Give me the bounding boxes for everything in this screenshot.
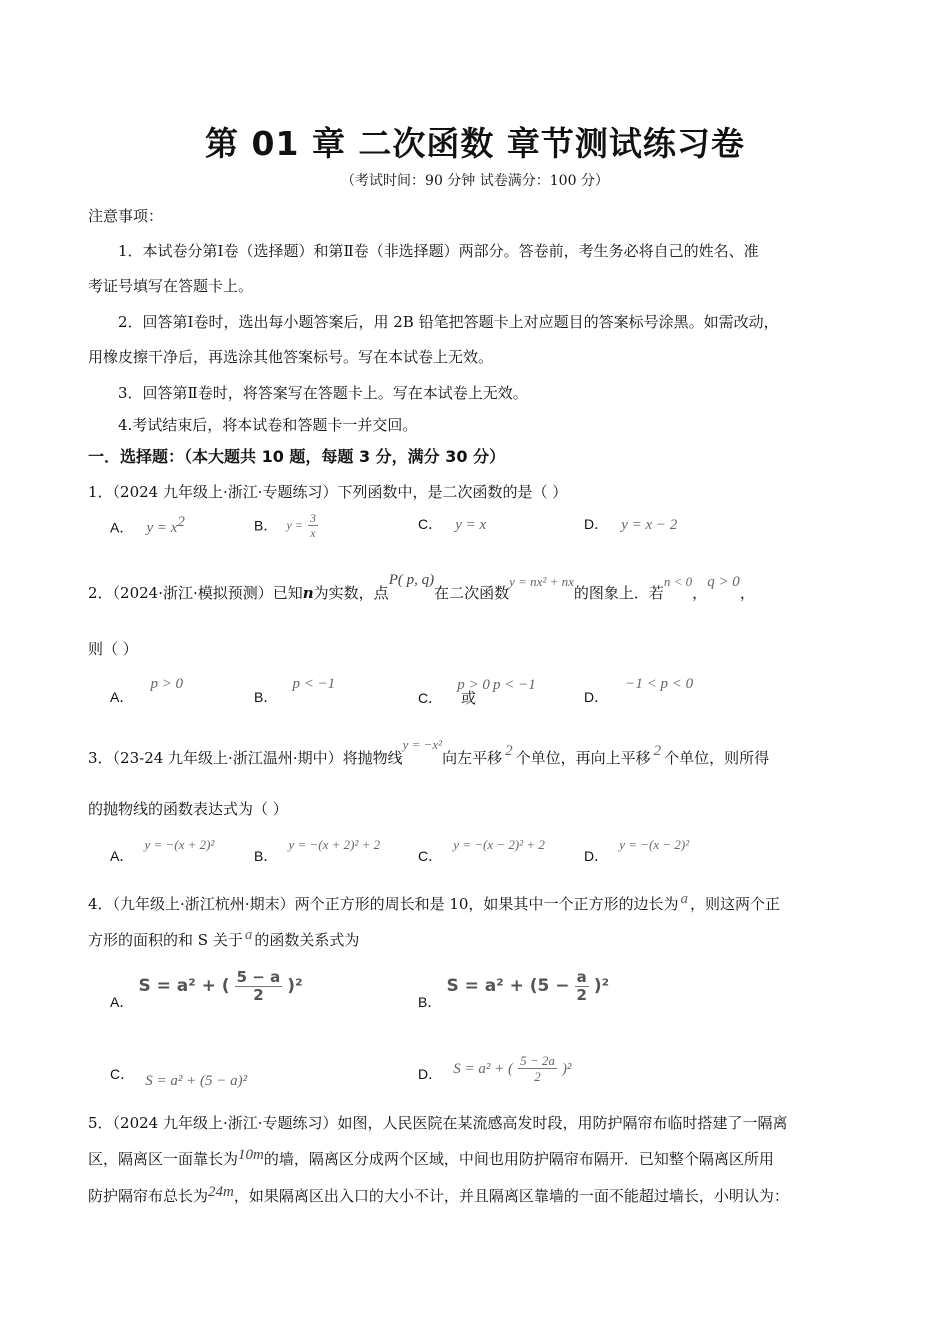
numerator: 3 <box>309 511 316 525</box>
math-expr: S = a² + (5 − <box>446 976 570 996</box>
option-d[interactable] <box>584 673 694 705</box>
option-d[interactable] <box>584 834 690 864</box>
option-label: D． <box>418 1066 443 1082</box>
math-expr: p > 0 <box>457 677 490 693</box>
math-expr: )² <box>593 976 610 996</box>
stem-text: 的函数关系式为 <box>254 931 360 949</box>
stem-text: 3．（23-24 九年级上·浙江温州·期中）将抛物线 <box>88 749 403 767</box>
math-var: a <box>244 927 253 943</box>
option-label: B． <box>254 848 278 864</box>
denominator: 2 <box>576 986 587 1004</box>
math-expr: n < 0 <box>663 574 693 589</box>
math-expr: q > 0 <box>707 574 740 590</box>
option-b[interactable] <box>418 968 610 1010</box>
stem-text: 防护隔帘布总长为 <box>88 1187 209 1205</box>
math-expr: y = x − 2 <box>621 517 678 533</box>
section-heading: 一．选择题：（本大题共 10 题，每题 3 分，满分 30 分） <box>88 447 506 466</box>
math-var: n <box>302 584 314 602</box>
notice-heading: 注意事项： <box>88 207 164 225</box>
math-expr: −1 < p < 0 <box>625 676 694 692</box>
numerator: a <box>576 968 587 986</box>
math-expr: S = a² + (5 − a)² <box>145 1073 248 1089</box>
option-c[interactable] <box>418 834 545 864</box>
denominator: 2 <box>253 986 264 1004</box>
math-expr: S = a² + ( <box>453 1061 513 1077</box>
math-fraction <box>575 970 589 1003</box>
math-expr: p < −1 <box>292 676 336 692</box>
option-c[interactable] <box>110 1064 248 1089</box>
stem-text: 的图象上．若 <box>573 584 664 602</box>
notice-item: 2．回答第Ⅰ卷时，选出每小题答案后，用 2B 铅笔把答题卡上对应题目的答案标号涂黑。如需改动， <box>118 313 779 331</box>
math-expr: )² <box>561 1061 572 1077</box>
math-expr: y = −(x − 2)² + 2 <box>453 837 545 852</box>
question-stem <box>88 1148 774 1169</box>
stem-text: 向左平移 <box>442 749 503 767</box>
math-expr: y = −x² <box>402 737 443 752</box>
option-label: B． <box>254 517 278 534</box>
stem-text: 2．（2024·浙江·模拟预测）已知 <box>88 584 303 602</box>
numerator: 5 − a <box>236 968 281 986</box>
question-stem <box>88 929 359 950</box>
numerator: 5 − 2a <box>520 1053 555 1068</box>
math-fraction <box>235 970 283 1003</box>
math-expr: y = −(x − 2)² <box>619 837 690 852</box>
option-label: A． <box>110 848 134 864</box>
stem-text: ，则这两个正 <box>689 895 780 913</box>
stem-text: 4．（九年级上·浙江杭州·期末）两个正方形的周长和是 10，如果其中一个正方形的边长为 <box>88 895 679 913</box>
option-d[interactable] <box>418 1054 571 1083</box>
notice-item: 考证号填写在答题卡上。 <box>88 277 254 295</box>
option-label: A． <box>110 994 134 1010</box>
stem-text: ，如果隔离区出入口的大小不计，并且隔离区靠墙的一面不能超过墙长，小明认为： <box>233 1187 789 1205</box>
option-b[interactable] <box>254 673 336 705</box>
notice-item: 4.考试结束后，将本试卷和答题卡一并交回。 <box>118 416 418 434</box>
stem-text: ， <box>739 584 755 602</box>
option-label: B． <box>418 994 442 1010</box>
stem-text: ， <box>692 584 708 602</box>
math-expr: 24m <box>208 1184 234 1200</box>
question-stem <box>88 893 780 914</box>
question-stem: 的抛物线的函数表达式为（ ） <box>88 800 288 818</box>
option-label: D． <box>584 848 609 864</box>
stem-text: 在二次函数 <box>434 584 510 602</box>
question-stem: 5．（2024 九年级上·浙江·专题练习）如图，人民医院在某流感高发时段，用防护隔帘布临时搭建了一隔离 <box>88 1114 788 1132</box>
option-a[interactable] <box>110 514 185 537</box>
stem-text: 为实数，点 <box>313 584 389 602</box>
question-stem <box>88 738 769 779</box>
math-expr: 2 <box>653 743 662 759</box>
notice-item: 1．本试卷分第Ⅰ卷（选择题）和第Ⅱ卷（非选择题）两部分。答卷前，考生务必将自己的姓名、准 <box>118 242 759 260</box>
option-d[interactable] <box>584 514 677 534</box>
math-expr: y = <box>286 518 303 532</box>
math-expr: y = nx² + nx <box>509 574 574 589</box>
option-label: D． <box>584 516 609 532</box>
option-b[interactable] <box>254 512 318 539</box>
math-expr: y = −(x + 2)² <box>144 837 215 852</box>
option-label: A． <box>110 519 134 536</box>
option-b[interactable] <box>254 834 381 864</box>
exam-info: （考试时间：90 分钟 试卷满分：100 分） <box>341 173 609 189</box>
stem-text: 个单位，则所得 <box>664 749 770 767</box>
math-fraction <box>308 512 318 539</box>
denominator: x <box>310 526 316 540</box>
option-label: B． <box>254 689 278 705</box>
or-text: 或 <box>460 689 476 707</box>
option-a[interactable] <box>110 673 184 705</box>
denominator: 2 <box>534 1069 541 1084</box>
option-c[interactable] <box>418 673 536 707</box>
option-label: A． <box>110 689 134 705</box>
math-expr: 10m <box>238 1147 264 1163</box>
question-stem: 1．（2024 九年级上·浙江·专题练习）下列函数中，是二次函数的是（ ） <box>88 483 568 501</box>
option-label: C． <box>110 1066 135 1082</box>
option-c[interactable] <box>418 514 486 534</box>
math-expr: 2 <box>505 743 513 759</box>
option-a[interactable] <box>110 834 215 864</box>
math-expr: y = x <box>146 520 178 537</box>
math-expr: p > 0 <box>150 676 184 692</box>
option-label: C． <box>418 690 443 706</box>
stem-text: 方形的面积的和 S 关于 <box>88 931 243 949</box>
page-title: 第 01 章 二次函数 章节测试练习卷 <box>205 124 745 163</box>
stem-text: 个单位，再向上平移 <box>515 749 651 767</box>
math-exponent: 2 <box>177 514 185 530</box>
question-stem: 则（ ） <box>88 640 138 658</box>
math-expr: P( p, q) <box>388 572 435 588</box>
option-label: C． <box>418 848 443 864</box>
math-expr: )² <box>287 976 303 996</box>
math-expr: S = a² + ( <box>138 976 230 996</box>
stem-text: 的墙，隔离区分成两个区域，中间也用防护隔帘布隔开．已知整个隔离区所用 <box>263 1150 774 1168</box>
math-fraction <box>518 1054 557 1083</box>
question-stem <box>88 573 755 614</box>
math-expr: y = −(x + 2)² + 2 <box>288 837 381 852</box>
math-expr: p < −1 <box>493 677 536 693</box>
option-a[interactable] <box>110 968 303 1010</box>
option-label: D． <box>584 689 609 705</box>
math-expr: y = x <box>455 517 487 533</box>
notice-item: 3．回答第Ⅱ卷时，将答案写在答题卡上。写在本试卷上无效。 <box>118 384 528 402</box>
option-label: C． <box>418 516 443 532</box>
math-var: a <box>680 891 688 907</box>
question-stem <box>88 1185 789 1206</box>
stem-text: 区，隔离区一面靠长为 <box>88 1150 239 1168</box>
notice-item: 用橡皮擦干净后，再选涂其他答案标号。写在本试卷上无效。 <box>88 348 494 366</box>
